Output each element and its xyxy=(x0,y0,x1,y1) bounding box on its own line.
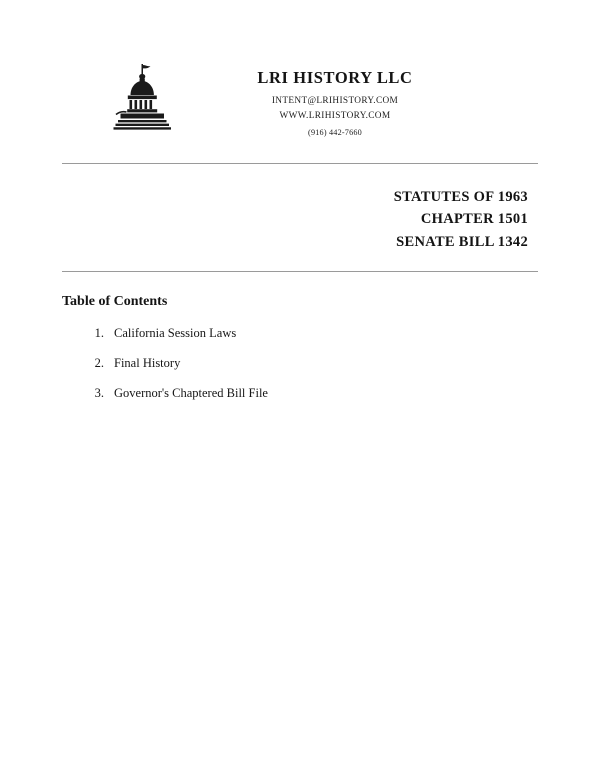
capitol-dome-icon xyxy=(110,62,174,132)
statute-bill: SENATE BILL 1342 xyxy=(396,233,528,250)
toc-item-label: California Session Laws xyxy=(114,326,237,341)
list-item[interactable] xyxy=(80,386,538,401)
toc-item-label: Governor's Chaptered Bill File xyxy=(114,386,268,401)
toc-item-number: 2. xyxy=(94,356,104,371)
toc-item-label: Final History xyxy=(114,356,181,371)
company-phone: (916) 442-7660 xyxy=(308,128,362,137)
toc-title: Table of Contents xyxy=(62,294,168,310)
letterhead xyxy=(0,0,600,137)
toc-item-number: 1. xyxy=(94,326,104,341)
toc-item-number: 3. xyxy=(94,386,104,401)
statute-year: STATUTES OF 1963 xyxy=(393,189,528,205)
toc-list xyxy=(62,326,538,401)
letterhead-text xyxy=(180,58,490,137)
company-website: WWW.LRIHISTORY.COM xyxy=(279,111,391,121)
list-item[interactable] xyxy=(80,356,538,371)
list-item[interactable] xyxy=(80,326,538,341)
company-name: LRI HISTORY LLC xyxy=(257,68,413,87)
table-of-contents xyxy=(0,272,600,401)
statute-heading xyxy=(0,164,600,253)
company-email: INTENT@LRIHISTORY.COM xyxy=(271,96,399,106)
statute-chapter: CHAPTER 1501 xyxy=(420,211,528,228)
